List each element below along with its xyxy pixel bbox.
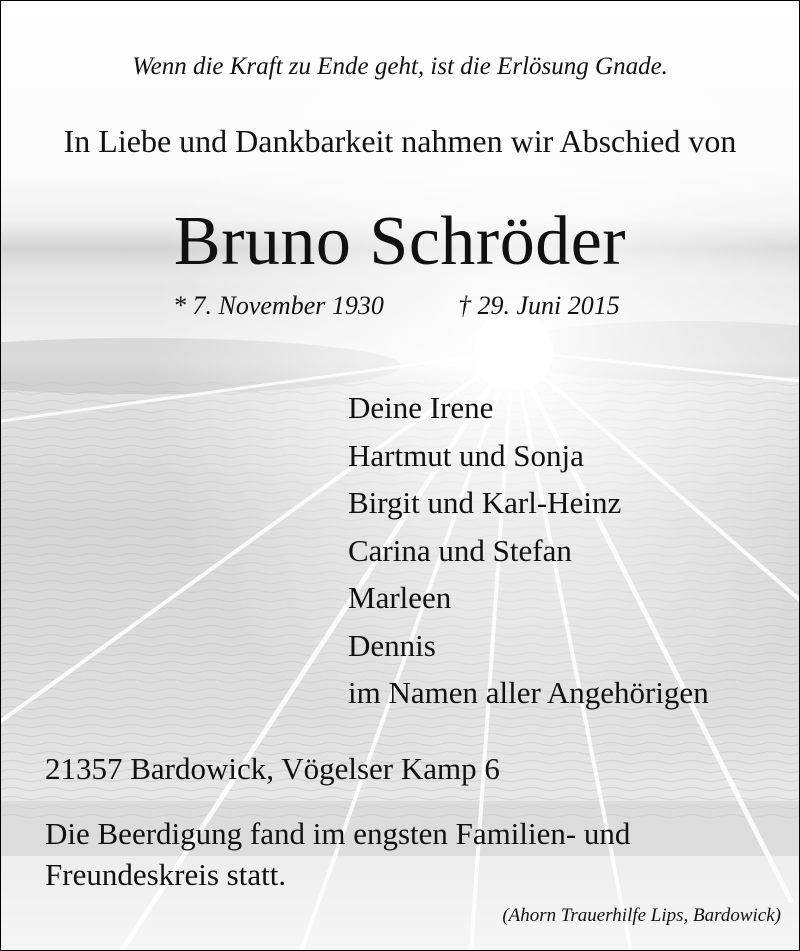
family-address: 21357 Bardowick, Vögelser Kamp 6 [45, 751, 500, 786]
deceased-name: Bruno Schröder [173, 203, 627, 280]
birth-date: * 7. November 1930 [173, 291, 384, 320]
mourner-item: Dennis [348, 627, 436, 663]
mourner-item: Marleen [348, 580, 452, 615]
death-date: † 29. Juni 2015 [458, 291, 620, 320]
mourner-item: Hartmut und Sonja [348, 437, 584, 473]
mourner-item: im Namen aller Angehörigen [348, 675, 709, 710]
mourner-item: Carina und Stefan [348, 532, 572, 568]
funeral-home-credit: (Ahorn Trauerhilfe Lips, Bardowick) [502, 905, 781, 926]
funeral-note-line-1: Die Beerdigung fand im engsten Familien- und [45, 816, 631, 851]
mourner-item: Birgit und Karl-Heinz [348, 485, 622, 520]
mourner-item: Deine Irene [348, 390, 494, 425]
intro-text: In Liebe und Dankbarkeit nahmen wir Abschied von [63, 123, 737, 159]
mourners-list [348, 384, 709, 717]
funeral-note-line-2: Freundeskreis statt. [45, 857, 287, 892]
motto-text: Wenn die Kraft zu Ende geht, ist die Erlösung Gnade. [132, 53, 668, 80]
